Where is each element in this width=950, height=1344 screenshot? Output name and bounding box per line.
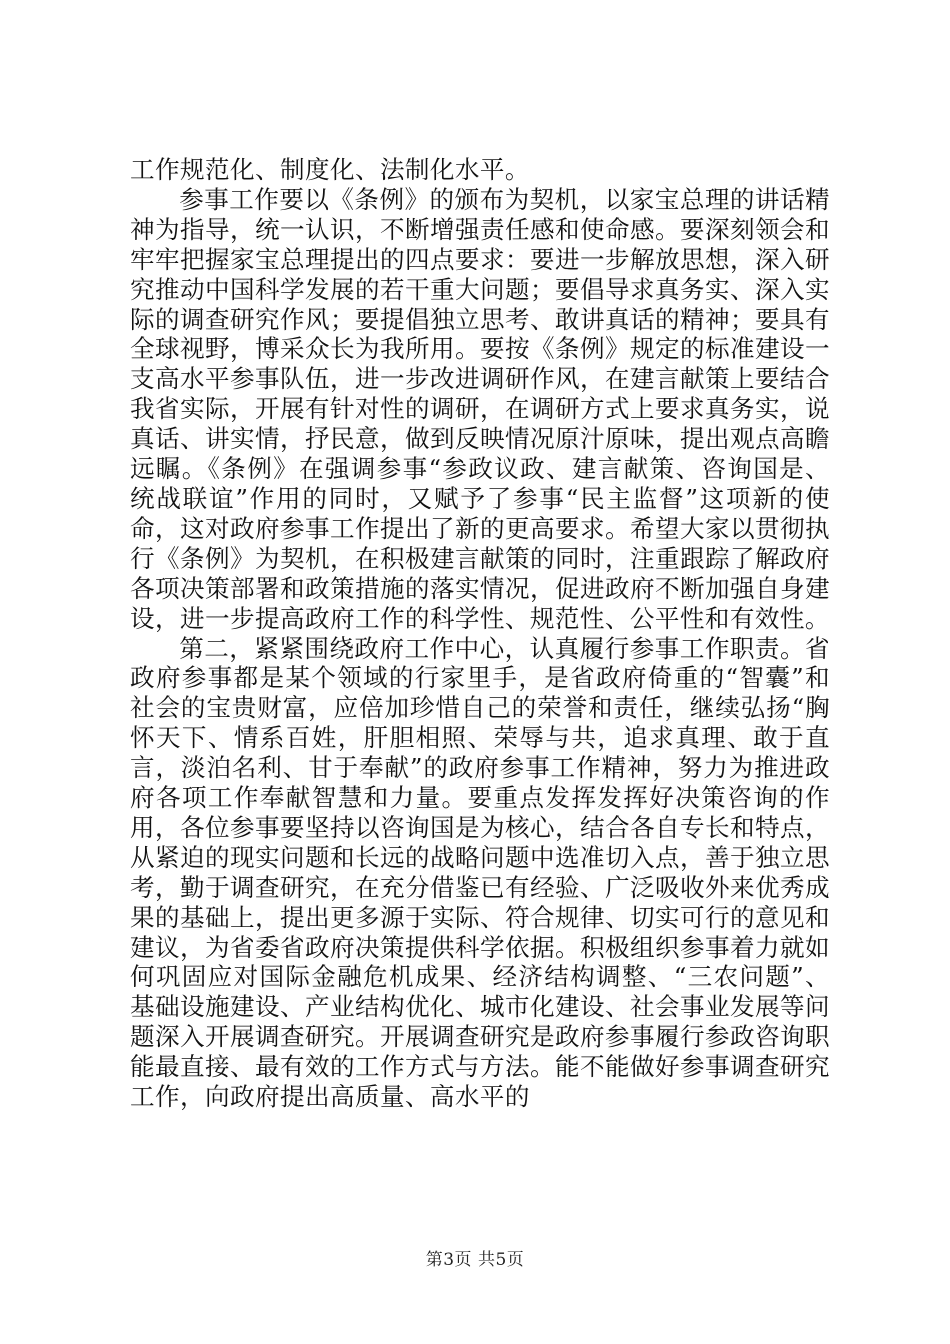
paragraph-second-point: 第二，紧紧围绕政府工作中心，认真履行参事工作职责。省政府参事都是某个领域的行家里手，是省政府倚重的“智囊”和社会的宝贵财富，应倍加珍惜自己的荣誉和责任，继续弘扬“胸怀天下、情系百姓，肝胆相照、荣辱与共，追求真理、敢于直言，淡泊名利、甘于奉献”的政府参事工作精神，努力为推进政府各项工作奉献智慧和力量。要重点发挥发挥好决策咨询的作用，各位参事要坚持以咨询国是为核心，结合各自专长和特点，从紧迫的现实问题和长远的战略问题中选准切入点，善于独立思考，勤于调查研究，在充分借鉴已有经验、广泛吸收外来优秀成果的基础上，提出更多源于实际、符合规律、切实可行的意见和建议，为省委省政府决策提供科学依据。积极组织参事着力就如何巩固应对国际金融危机成果、经济结构调整、“三农问题”、基础设施建设、产业结构优化、城市化建设、社会事业发展等问题深入开展调查研究。开展调查研究是政府参事履行参政咨询职能最直接、最有效的工作方式与方法。能不能做好参事调查研究工作，向政府提出高质量、高水平的 bbox=[130, 633, 830, 1112]
paragraph-regulations: 参事工作要以《条例》的颁布为契机，以家宝总理的讲话精神为指导，统一认识，不断增强责任感和使命感。要深刻领会和牢牢把握家宝总理提出的四点要求：要进一步解放思想，深入研究推动中国科学发展的若干重大问题；要倡导求真务实、深入实际的调查研究作风；要提倡独立思考、敢讲真话的精神；要具有全球视野，博采众长为我所用。要按《条例》规定的标准建设一支高水平参事队伍，进一步改进调研作风，在建言献策上要结合我省实际，开展有针对性的调研，在调研方式上要求真务实，说真话、讲实情，抒民意，做到反映情况原汁原味，提出观点高瞻远瞩。《条例》在强调参事“参政议政、建言献策、咨询国是、统战联谊”作用的同时，又赋予了参事“民主监督”这项新的使命，这对政府参事工作提出了新的更高要求。希望大家以贯彻执行《条例》为契机，在积极建言献策的同时，注重跟踪了解政府各项决策部署和政策措施的落实情况，促进政府不断加强自身建设，进一步提高政府工作的科学性、规范性、公平性和有效性。 bbox=[130, 184, 830, 633]
page-number-footer: 第3页 共5页 bbox=[425, 1250, 525, 1270]
document-body bbox=[130, 155, 830, 1112]
paragraph-continuation: 工作规范化、制度化、法制化水平。 bbox=[130, 155, 530, 184]
